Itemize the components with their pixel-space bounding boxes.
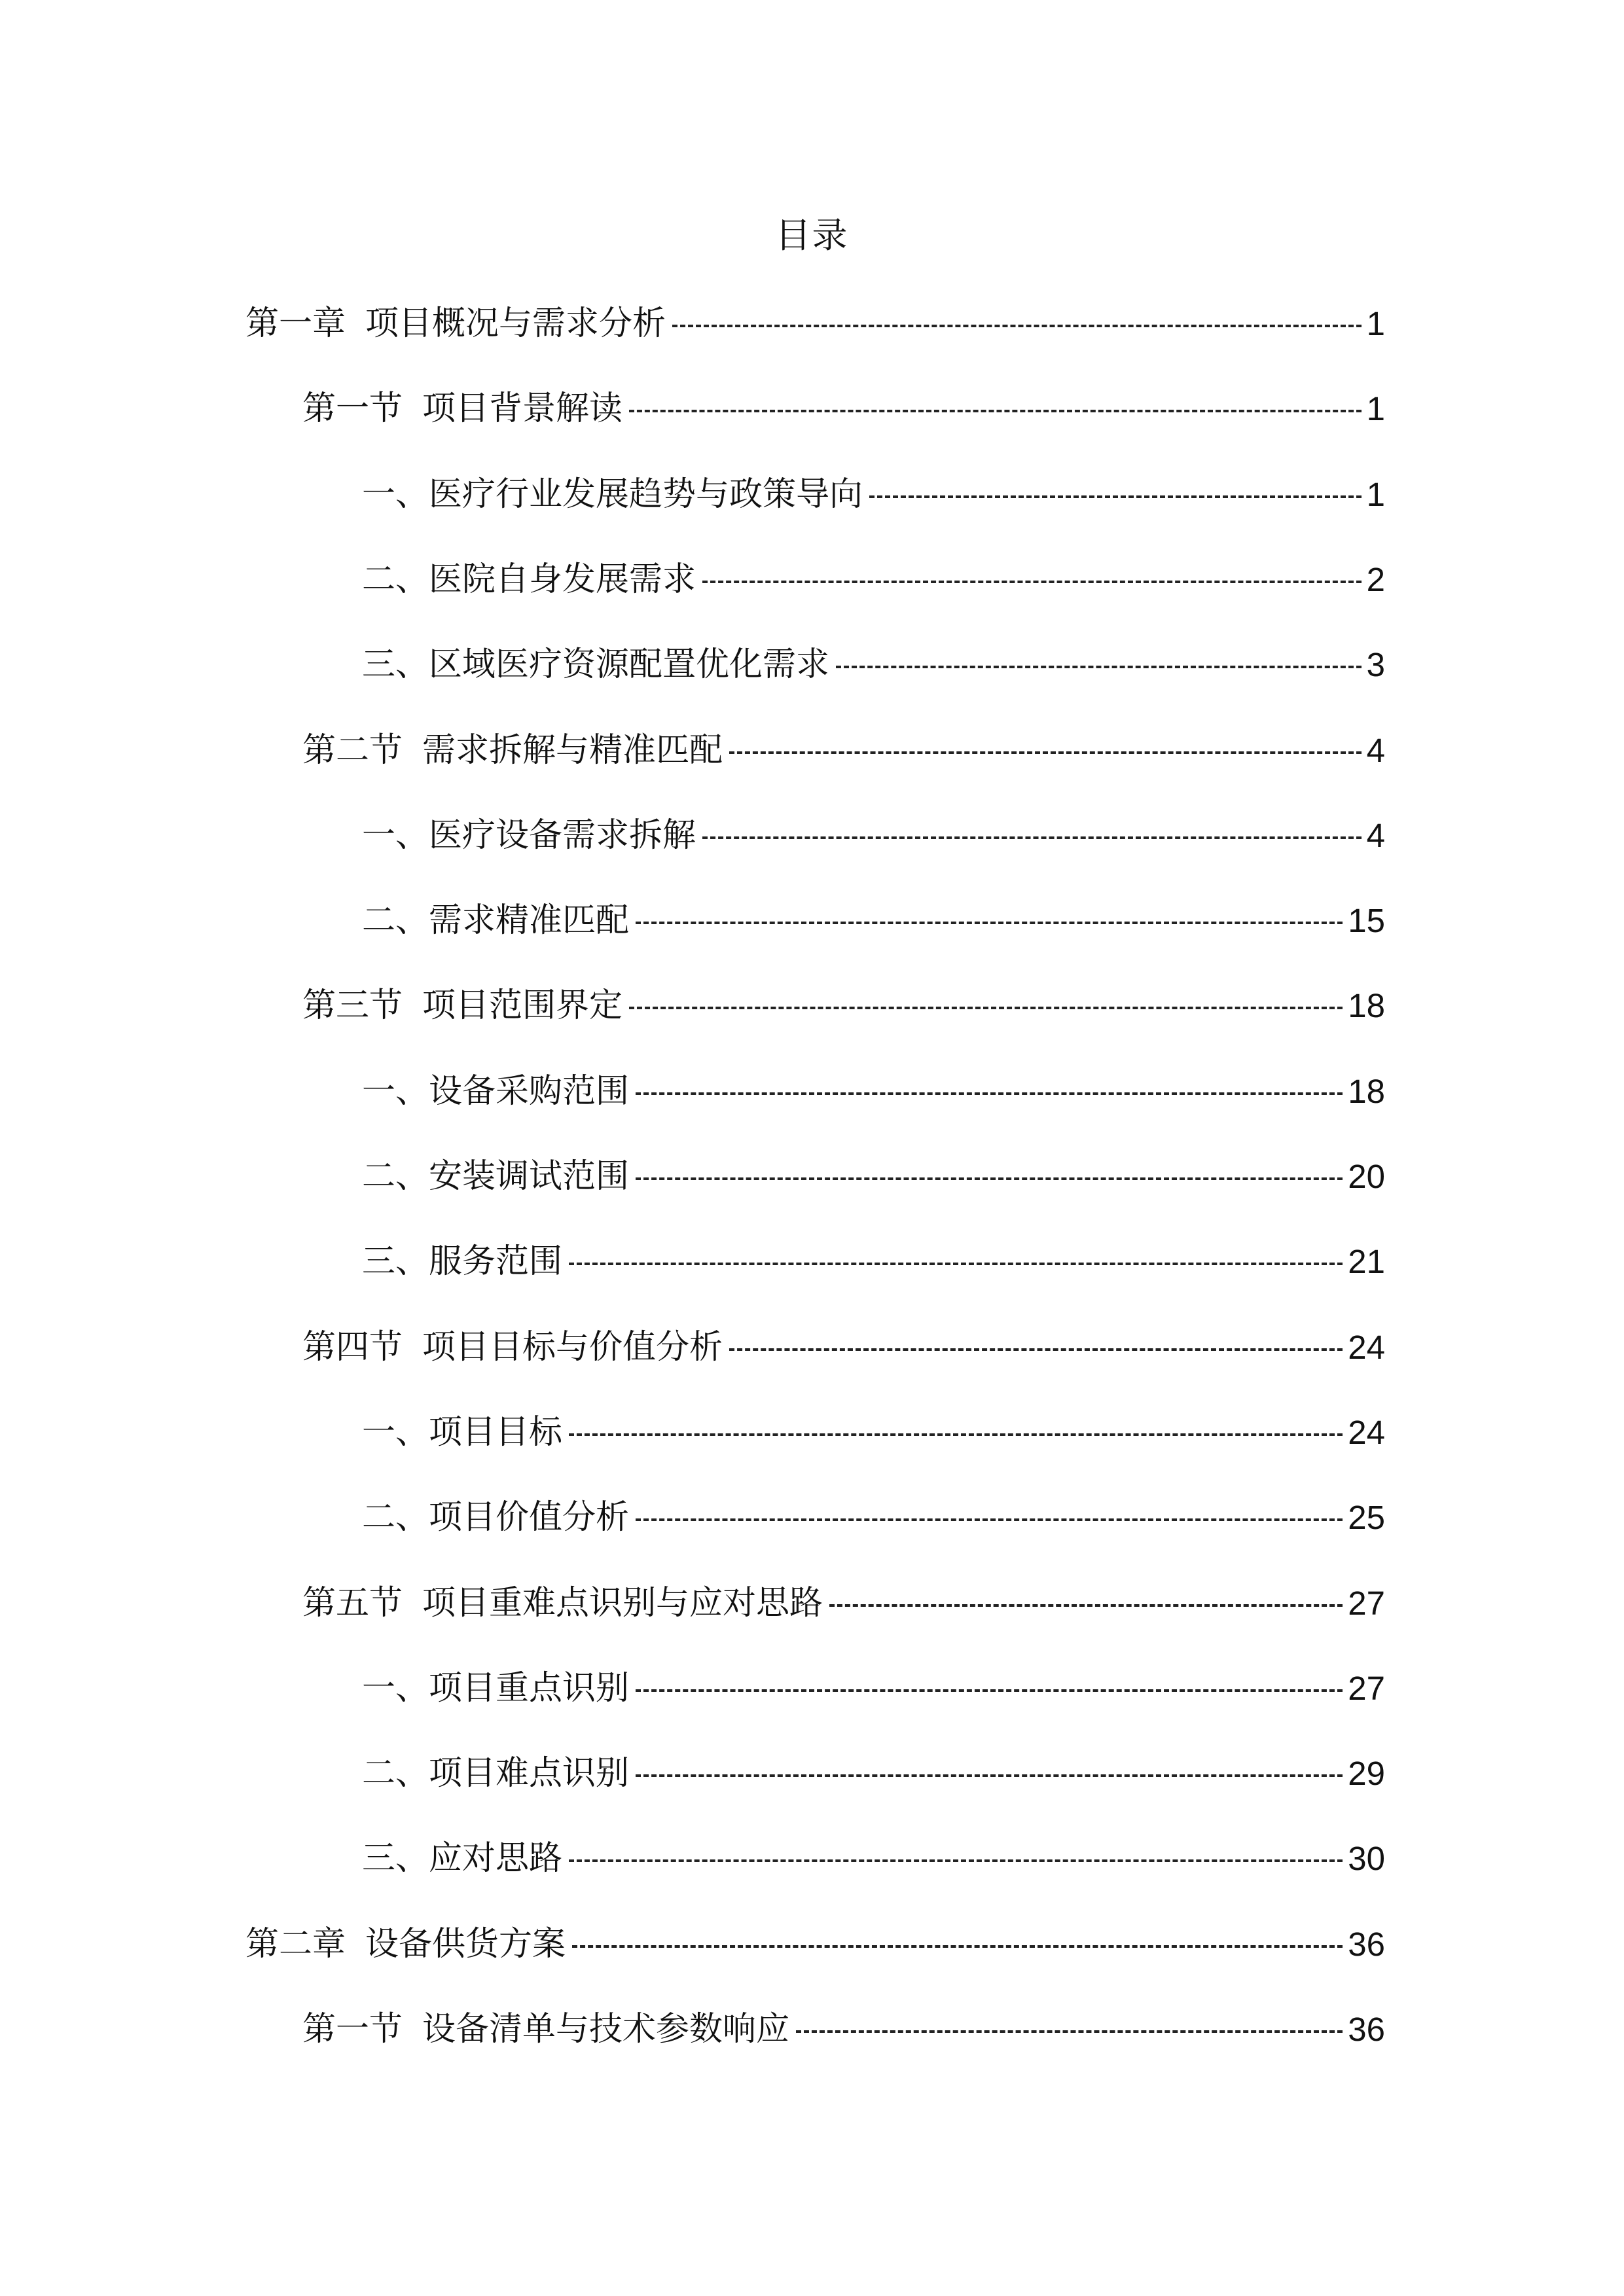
toc-entry-text: 设备供货方案: [365, 1925, 566, 1964]
toc-entry-heading: [362, 469, 869, 521]
toc-leader-dashes: [636, 1689, 1343, 1692]
toc-entry-heading: [362, 1151, 636, 1203]
toc-entry-text: 三、应对思路: [362, 1839, 563, 1878]
toc-leader-dashes: [629, 1007, 1343, 1009]
toc-entry-text: 三、区域医疗资源配置优化需求: [362, 645, 830, 684]
toc-entry-heading: [362, 1833, 569, 1885]
toc-entry-text: 需求拆解与精准匹配: [422, 731, 723, 770]
toc-entry-text: 二、医院自身发展需求: [362, 560, 696, 599]
toc-page-number: 1: [1366, 476, 1385, 513]
toc-leader-dashes: [702, 836, 1362, 839]
toc-entry[interactable]: [302, 725, 1385, 777]
toc-page-number: 4: [1366, 732, 1385, 769]
toc-entry-text: 设备清单与技术参数响应: [422, 2010, 790, 2049]
toc-entry[interactable]: [362, 1748, 1385, 1800]
toc-page-number: 29: [1348, 1755, 1385, 1792]
toc-leader-dashes: [636, 1177, 1343, 1180]
toc-entry-label: 第一章: [245, 304, 346, 343]
toc-entry[interactable]: [362, 469, 1385, 521]
toc-entry-heading: [362, 639, 836, 691]
toc-page-number: 27: [1348, 1585, 1385, 1622]
toc-entry-text: 三、服务范围: [362, 1242, 563, 1281]
toc-entry[interactable]: [362, 639, 1385, 691]
toc-entry-heading: [245, 298, 672, 350]
toc-entry-heading: [362, 1492, 636, 1544]
toc-leader-dashes: [702, 581, 1362, 583]
toc-entry-heading: [362, 1407, 569, 1459]
toc-page-number: 24: [1348, 1329, 1385, 1366]
toc-entry-heading: [302, 980, 629, 1032]
toc-entry-text: 项目目标与价值分析: [422, 1328, 723, 1367]
toc-page-number: 24: [1348, 1414, 1385, 1451]
toc-leader-dashes: [572, 1945, 1343, 1948]
toc-leader-dashes: [569, 1433, 1343, 1436]
toc-entry-text: 一、项目目标: [362, 1413, 563, 1452]
toc-entry[interactable]: [362, 810, 1385, 862]
toc-entry[interactable]: [362, 1236, 1385, 1288]
toc-entry-heading: [362, 1236, 569, 1288]
toc-leader-dashes: [836, 666, 1362, 668]
toc-entry-heading: [362, 1066, 636, 1118]
toc-entry-heading: [302, 1577, 829, 1630]
toc-entry[interactable]: [362, 1407, 1385, 1459]
toc-entry[interactable]: [362, 895, 1385, 947]
toc-page-number: 36: [1348, 2011, 1385, 2048]
toc-page-number: 18: [1348, 1073, 1385, 1110]
toc-entry-heading: [245, 1918, 572, 1971]
toc-entry[interactable]: [362, 554, 1385, 606]
toc-entry-label: 第三节: [302, 986, 403, 1025]
toc-entry[interactable]: [245, 298, 1385, 350]
toc-entry-label: 第五节: [302, 1584, 403, 1623]
toc-leader-dashes: [829, 1604, 1343, 1607]
toc-page-number: 2: [1366, 561, 1385, 598]
toc-entry-heading: [362, 810, 702, 862]
toc-entry-label: 第四节: [302, 1328, 403, 1367]
toc-leader-dashes: [796, 2030, 1343, 2033]
toc-entry-text: 一、医疗设备需求拆解: [362, 816, 696, 855]
toc-entry-heading: [362, 1748, 636, 1800]
toc-entry-text: 二、需求精准匹配: [362, 901, 630, 940]
toc-entry[interactable]: [302, 980, 1385, 1032]
toc-page-number: 25: [1348, 1499, 1385, 1536]
toc-entry[interactable]: [302, 383, 1385, 435]
toc-entry[interactable]: [302, 1321, 1385, 1374]
toc-entry-heading: [362, 554, 702, 606]
toc-entry[interactable]: [362, 1151, 1385, 1203]
toc-leader-dashes: [569, 1859, 1343, 1862]
toc-entry-heading: [302, 1321, 729, 1374]
toc-page-number: 1: [1366, 305, 1385, 342]
toc-entry[interactable]: [302, 2003, 1385, 2056]
toc-entry[interactable]: [362, 1066, 1385, 1118]
toc-entry-text: 项目重难点识别与应对思路: [422, 1584, 823, 1623]
toc-entry-heading: [302, 725, 729, 777]
toc-page-number: 27: [1348, 1670, 1385, 1707]
toc-entry-label: 第二节: [302, 731, 403, 770]
toc-entry[interactable]: [362, 1662, 1385, 1715]
toc-entry[interactable]: [245, 1918, 1385, 1971]
toc-page-number: 1: [1366, 390, 1385, 427]
toc-leader-dashes: [569, 1263, 1343, 1265]
toc-entry[interactable]: [302, 1577, 1385, 1630]
toc-page-number: 18: [1348, 987, 1385, 1024]
toc-leader-dashes: [729, 1348, 1343, 1351]
toc-leader-dashes: [729, 751, 1362, 754]
toc-page-number: 30: [1348, 1840, 1385, 1877]
toc-entry-heading: [302, 2003, 796, 2056]
toc-entry-text: 一、设备采购范围: [362, 1072, 630, 1111]
toc-entry-text: 二、项目难点识别: [362, 1754, 630, 1793]
toc-leader-dashes: [869, 495, 1362, 498]
toc-entry-heading: [362, 895, 636, 947]
toc-page-number: 20: [1348, 1158, 1385, 1195]
toc-entry[interactable]: [362, 1492, 1385, 1544]
toc-entry-heading: [302, 383, 629, 435]
toc-leader-dashes: [636, 1774, 1343, 1777]
toc-page-number: 36: [1348, 1926, 1385, 1963]
toc-entry-text: 项目概况与需求分析: [365, 304, 666, 343]
toc-entry-text: 二、安装调试范围: [362, 1157, 630, 1196]
toc-entry-text: 二、项目价值分析: [362, 1498, 630, 1537]
toc-entry-label: 第二章: [245, 1925, 346, 1964]
toc-leader-dashes: [629, 410, 1362, 412]
toc-entry-text: 一、医疗行业发展趋势与政策导向: [362, 475, 863, 514]
toc-leader-dashes: [636, 922, 1343, 924]
toc-entry-label: 第一节: [302, 2010, 403, 2049]
toc-page-number: 4: [1366, 817, 1385, 854]
toc-entry-text: 一、项目重点识别: [362, 1669, 630, 1708]
toc-leader-dashes: [636, 1092, 1343, 1095]
toc-leader-dashes: [636, 1518, 1343, 1521]
toc-entry-heading: [362, 1662, 636, 1715]
toc-entry-text: 项目背景解读: [422, 389, 623, 428]
toc-leader-dashes: [672, 325, 1362, 327]
toc-entry-text: 项目范围界定: [422, 986, 623, 1025]
toc-page-number: 3: [1366, 646, 1385, 683]
toc-entry-label: 第一节: [302, 389, 403, 428]
toc-page-number: 15: [1348, 902, 1385, 939]
toc-page-number: 21: [1348, 1243, 1385, 1280]
toc-entry[interactable]: [362, 1833, 1385, 1885]
toc-title: 目录: [775, 215, 849, 256]
